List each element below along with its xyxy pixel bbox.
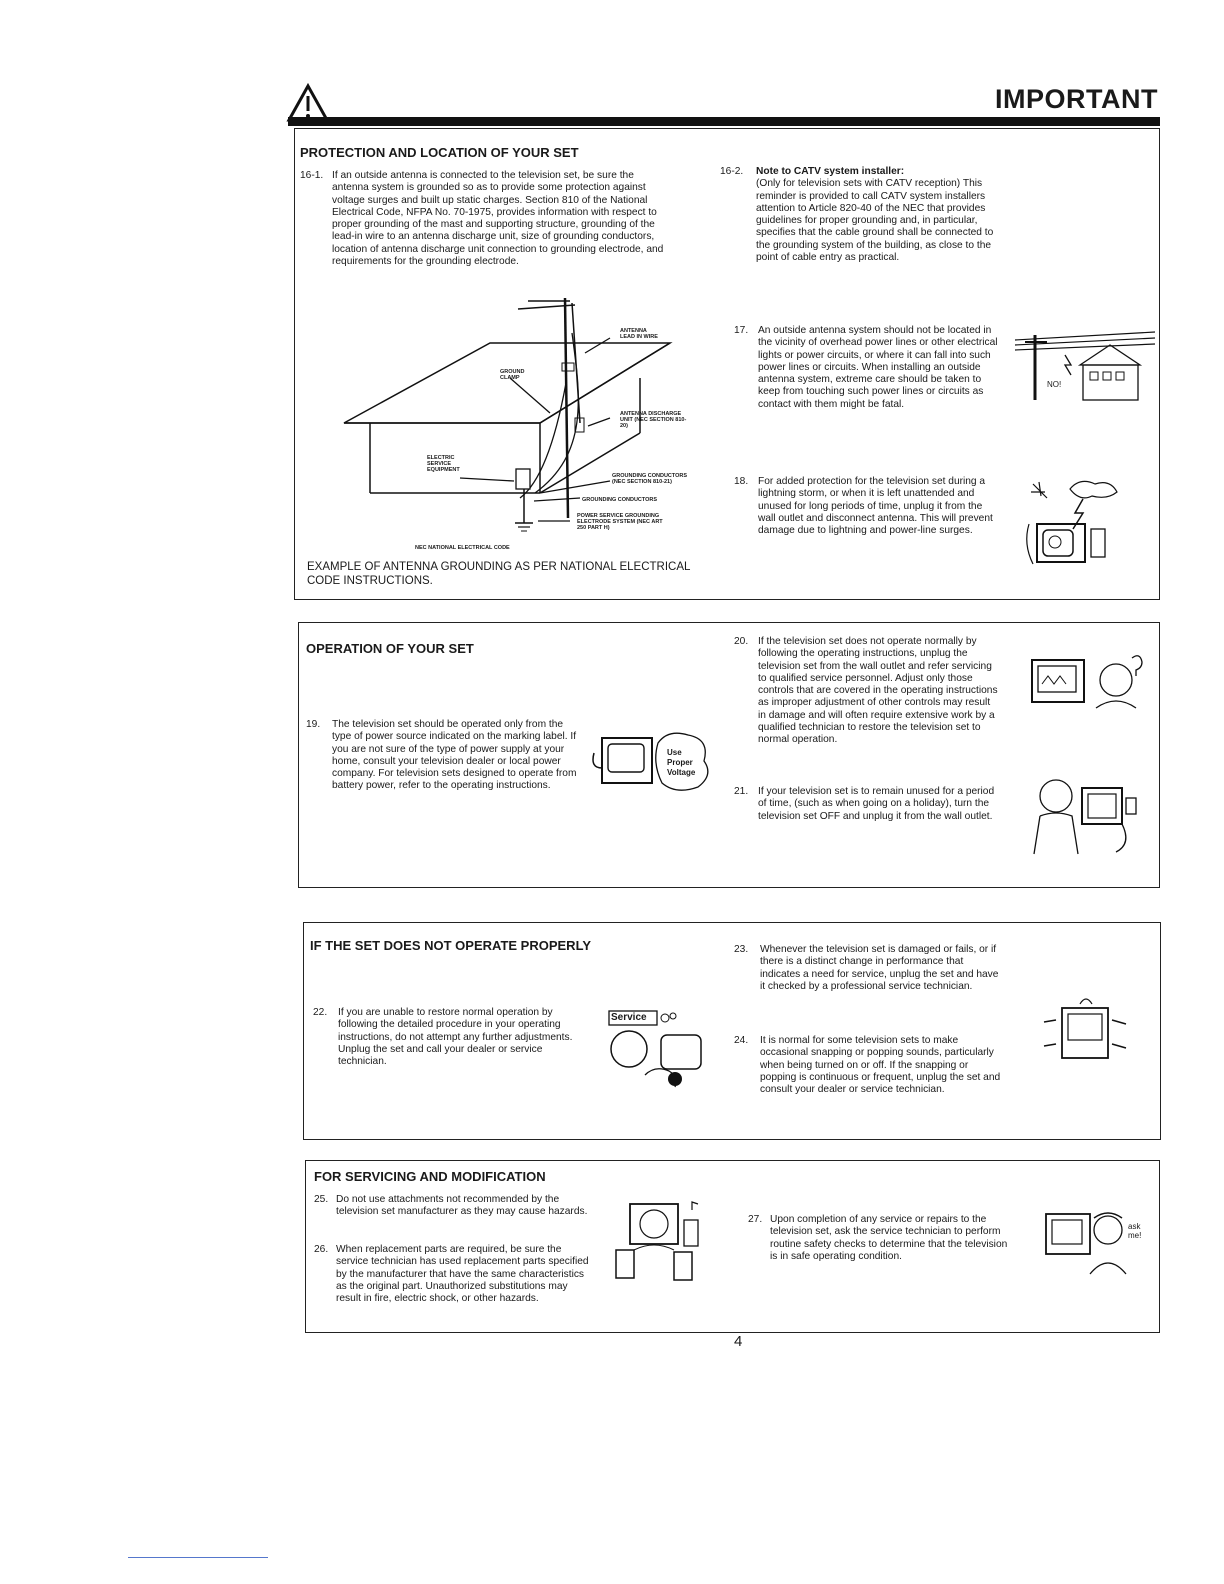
item-number: 26. [314, 1244, 329, 1255]
item-number: 21. [734, 786, 749, 797]
diagram-label-antenna-lead: ANTENNA LEAD IN WIRE [620, 328, 658, 340]
item-number: 27. [748, 1214, 763, 1225]
diagram-label-ground-clamp: GROUND CLAMP [500, 369, 525, 381]
item-23 [734, 944, 1006, 993]
proper-voltage-illustration [590, 728, 720, 793]
item-16-2 [720, 166, 1000, 264]
diagram-label-nec: NEC NATIONAL ELECTRICAL CODE [415, 545, 510, 551]
ask-me-label: ask me! [1128, 1222, 1142, 1240]
item-20 [734, 636, 1000, 747]
item-number: 17. [734, 325, 749, 336]
item-text: An outside antenna system should not be located in the vicinity of overhead power lines or other electrical lights or power circuits, or where it can fall into such power lines or circuits. When installing an outside antenna system, extreme care should be taken to keep from touching such power lines or circuits as contact with them might be fatal. [758, 325, 998, 410]
item-16-1 [300, 170, 665, 268]
diagram-label-grounding-conductors-nec: GROUNDING CONDUCTORS (NEC SECTION 810-21) [612, 473, 688, 485]
item-text: If you are unable to restore normal operation by following the detailed procedure in your operating instructions, do not attempt any further adjustments. Unplug the set and call your dealer or service technician. [338, 1007, 573, 1068]
item-text: The television set should be operated only from the type of power source indicated on the marking label. If you are not sure of the type of power supply at your home, consult your television dealer or local power company. For television sets designed to operate from battery power, refer to the operating instructions. [332, 719, 577, 792]
voltage-bubble-line-1: Use [667, 748, 682, 757]
diagram-label-electric-service: ELECTRIC SERVICE EQUIPMENT [427, 455, 460, 473]
item-text: (Only for television sets with CATV reception) This reminder is provided to call CATV system installers attention to Article 820-40 of the NEC that provides guidelines for proper grounding and, in particular, specifies that the cable ground shall be connected to the grounding system of the building, as close to the point of cable entry as practical. [756, 178, 994, 264]
item-text: Whenever the television set is damaged or fails, or if there is a distinct change in performance that indicates a need for service, unplug the set and have it checked by a professional service technician. [760, 944, 999, 992]
item-text: If an outside antenna is connected to the television set, be sure the antenna system is grounded so as to provide some protection against voltage surges and built up static charges. Section 810 of the National Electrical Code, NFPA No. 70-1975, provides information with respect to proper grounding of the mast and supporting structure, grounding of the lead-in wire to an antenna discharge unit, size of grounding conductors, location of antenna discharge unit connection to grounding electrode, and requirements for the grounding electrode. [332, 170, 664, 268]
item-text: When replacement parts are required, be sure the service technician has used replacement parts specified by the manufacturer that have the same characteristics as the original part. Unauthorized substitutions may result in fire, electric shock, or other hazards. [336, 1244, 589, 1305]
voltage-bubble-line-3: Voltage [667, 768, 696, 777]
item-number: 25. [314, 1194, 329, 1205]
unplug-tv-illustration [1028, 776, 1143, 856]
item-number: 24. [734, 1035, 749, 1046]
header-rule [288, 117, 1160, 126]
snapping-tv-illustration [1040, 990, 1130, 1065]
item-19 [306, 719, 578, 793]
item-number: 23. [734, 944, 749, 955]
item-number: 19. [306, 719, 321, 730]
item-text: For added protection for the television set during a lightning storm, or when it is left unattended and unused for long periods of time, unplug it from the wall outlet and disconnect antenna. This will prevent damage due to lightning and power-line surges. [758, 476, 993, 537]
diagram-label-discharge-unit: ANTENNA DISCHARGE UNIT (NEC SECTION 810-20) [620, 411, 687, 429]
page-number: 4 [734, 1333, 743, 1350]
improper-section-title: IF THE SET DOES NOT OPERATE PROPERLY [310, 938, 591, 953]
item-27 [748, 1214, 1016, 1263]
diagram-label-power-service: POWER SERVICE GROUNDING ELECTRODE SYSTEM (NEC ART 250 PART H) [577, 513, 663, 531]
protection-section-title: PROTECTION AND LOCATION OF YOUR SET [300, 145, 579, 160]
item-heading: Note to CATV system installer: [756, 166, 905, 177]
item-text: If the television set does not operate normally by following the operating instructions, unplug the television set from the wall outlet and refer servicing to qualified service personnel. Adjust only those controls that are covered in the operating instructions as improper adjustment of other controls may result in damage and will often require extensive work by a qualified technician to restore the television set to normal operation. [758, 636, 998, 746]
item-number: 18. [734, 476, 749, 487]
item-number: 16-1. [300, 170, 324, 181]
operation-section-title: OPERATION OF YOUR SET [306, 641, 474, 656]
confused-user-tv-illustration [1030, 650, 1150, 725]
item-17 [734, 325, 999, 411]
item-text: Upon completion of any service or repairs to the television set, ask the service technician to perform routine safety checks to determine that the television is in safe operating condition. [770, 1214, 1008, 1262]
item-22 [313, 1007, 586, 1068]
item-text: It is normal for some television sets to make occasional snapping or popping sounds, particularly when being turned on or off. If the snapping or popping is continuous or frequent, unplug the set and consult your dealer or service technician. [760, 1035, 1001, 1096]
power-lines-illustration [1015, 330, 1155, 405]
lightning-tv-illustration [1025, 474, 1125, 569]
service-label: Service [611, 1012, 647, 1023]
item-number: 20. [734, 636, 749, 647]
diagram-label-grounding-conductors: GROUNDING CONDUCTORS [582, 497, 658, 503]
item-number: 16-2. [720, 166, 744, 177]
servicing-section-title: FOR SERVICING AND MODIFICATION [314, 1169, 546, 1184]
item-number: 22. [313, 1007, 328, 1018]
attachments-tv-illustration [608, 1200, 713, 1285]
item-24 [734, 1035, 1006, 1096]
item-text: Do not use attachments not recommended by the television set manufacturer as they may cause hazards. [336, 1194, 588, 1218]
item-25 [314, 1194, 589, 1219]
diagram-caption: EXAMPLE OF ANTENNA GROUNDING AS PER NATIONAL ELECTRICAL CODE INSTRUCTIONS. [307, 561, 690, 587]
technician-tv-illustration [1042, 1208, 1142, 1278]
item-text: If your television set is to remain unused for a period of time, (such as when going on a holiday), turn the television set OFF and unplug it from the wall outlet. [758, 786, 995, 822]
page-title: IMPORTANT [995, 84, 1158, 114]
voltage-bubble-line-2: Proper [667, 758, 693, 767]
item-18 [734, 476, 999, 537]
item-21 [734, 786, 1000, 823]
item-26 [314, 1244, 589, 1305]
no-label: NO! [1047, 380, 1062, 389]
footer-rule [128, 1557, 268, 1558]
